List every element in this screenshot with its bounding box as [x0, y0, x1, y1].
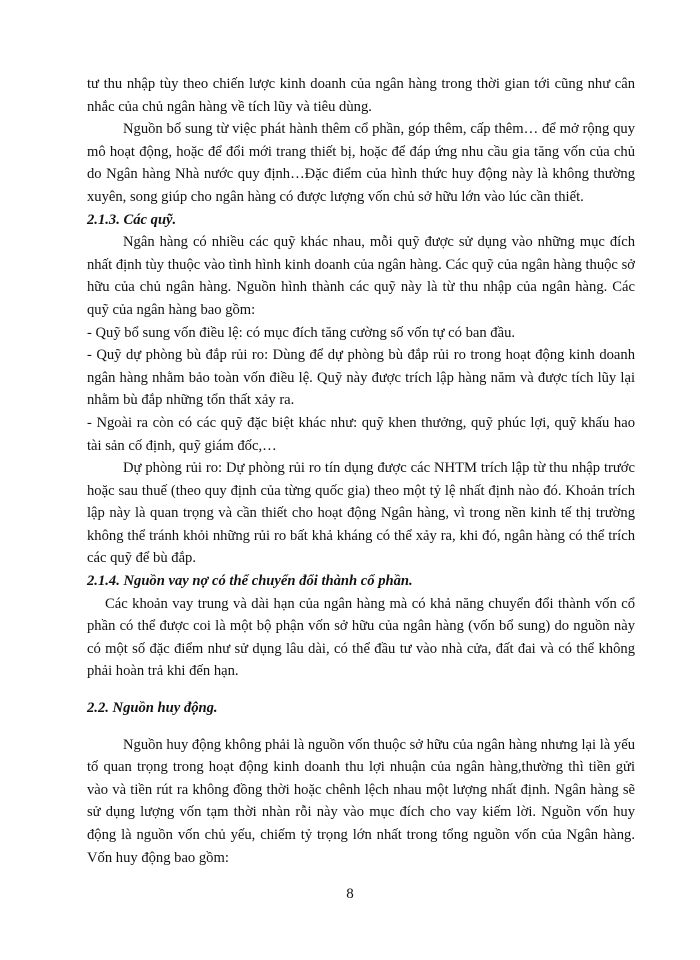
list-item-charter-fund: - Quỹ bổ sung vốn điều lệ: có mục đích tăng cường số vốn tự có ban đầu.: [87, 324, 516, 341]
page-body: [87, 73, 635, 869]
list-item-other-funds: - Ngoài ra còn có các quỹ đặc biệt khác như: quỹ khen thưởng, quỹ phúc lợi, quỹ khấu hao tài sản cố định, quỹ giám đốc,…: [87, 414, 635, 454]
paragraph-funds-intro: Ngân hàng có nhiều các quỹ khác nhau, mỗi quỹ được sử dụng vào những mục đích nhất định tùy thuộc vào tình hình kinh doanh của ngân hàng. Các quỹ của ngân hàng thuộc sở hữu của chủ ngân hàng. Nguồn hình thành các quỹ này là từ thu nhập của ngân hàng. Các quỹ của ngân hàng bao gồm:: [87, 234, 635, 318]
section-heading-funds: 2.1.3. Các quỹ.: [87, 211, 177, 228]
list-item-risk-reserve-fund: - Quỹ dự phòng bù đắp rủi ro: Dùng để dự phòng bù đắp rủi ro trong hoạt động kinh doanh ngân hàng nhằm bảo toàn vốn điều lệ. Quỹ này được trích lập hàng năm và được tích lũy lại nhằm bù đắp những tổn thất xảy ra.: [87, 347, 635, 409]
page-number: 8: [346, 886, 354, 902]
paragraph-mobilized-funds: Nguồn huy động không phải là nguồn vốn thuộc sở hữu của ngân hàng nhưng lại là yếu tố quan trọng trong hoạt động kinh doanh thu lợi nhuận của ngân hàng,thường thì tiền gửi vào và tiền rút ra không đồng thời hoặc chênh lệch nhau một lượng nhất định. Ngân hàng sẽ sử dụng lượng vốn tạm thời nhàn rỗi này vào mục đích cho vay kiếm lời. Nguồn vốn huy động là nguồn vốn chủ yếu, chiếm tỷ trọng lớn nhất trong tổng nguồn vốn của Ngân hàng. Vốn huy động bao gồm:: [87, 736, 635, 866]
paragraph-risk-provision: Dự phòng rủi ro: Dự phòng rủi ro tín dụng được các NHTM trích lập từ thu nhập trước hoặc sau thuế (theo quy định của từng quốc gia) theo một tỷ lệ nhất định nào đó. Khoản trích lập này là quan trọng và cần thiết cho hoạt động Ngân hàng, vì trong nền kinh tế thị trường không thể tránh khỏi những rủi ro bất khả kháng có thể xảy ra, khi đó, ngân hàng có thể trích các quỹ để bù đắp.: [87, 460, 635, 567]
paragraph-continuation: tư thu nhập tùy theo chiến lược kinh doanh của ngân hàng trong thời gian tới cũng như cân nhắc của chủ ngân hàng về tích lũy và tiêu dùng.: [87, 76, 635, 115]
paragraph-convertible-debt: Các khoản vay trung và dài hạn của ngân hàng mà có khả năng chuyển đổi thành vốn cổ phần có thể được coi là một bộ phận vốn sở hữu của ngân hàng (vốn bổ sung) do nguồn này có một số đặc điểm như sử dụng lâu dài, có thể đầu tư vào nhà cửa, đất đai và có thể không phải hoàn trả khi đến hạn.: [87, 595, 635, 680]
paragraph-capital-supplement: Nguồn bổ sung từ việc phát hành thêm cổ phần, góp thêm, cấp thêm… để mở rộng quy mô hoạt động, hoặc để đổi mới trang thiết bị, hoặc để đáp ứng nhu cầu gia tăng vốn của chủ do Ngân hàng Nhà nước quy định…Đặc điểm của hình thức huy động này là không thường xuyên, song giúp cho ngân hàng có được lượng vốn chủ sở hữu lớn vào lúc cần thiết.: [87, 121, 635, 205]
section-heading-convertible-debt: 2.1.4. Nguồn vay nợ có thể chuyển đổi thành cổ phần.: [87, 573, 413, 590]
section-heading-mobilized-funds: 2.2. Nguồn huy động.: [87, 700, 218, 717]
